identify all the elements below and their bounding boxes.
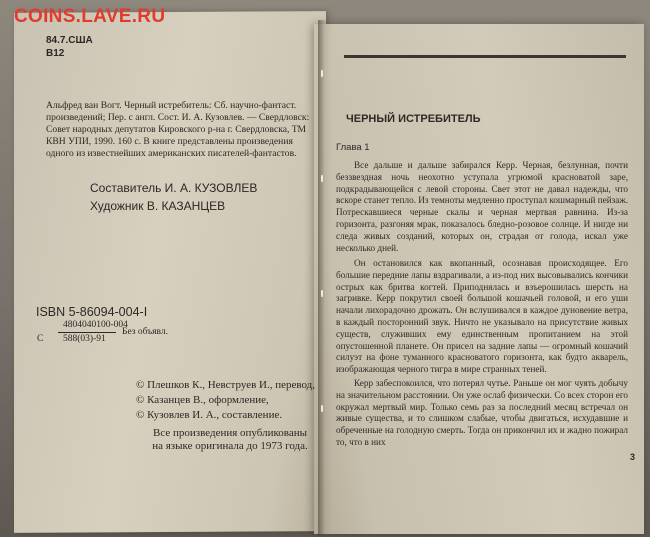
- page-number: 3: [630, 452, 636, 462]
- price-note: Без объявл.: [122, 327, 169, 337]
- book-gutter: [318, 20, 332, 535]
- watermark-text: COINS.LAVE.RU: [14, 6, 166, 27]
- story-paragraph: Он остановился как вкопанный, осознавая происходящее. Его большие передние лапы вздрагивали, а из-под них высовывались кончики острых как бритва когтей. Приподнялась и взъерошилась шерсть на загривке. Керр покрутил своей большой кошачьей головой, и его уши начали лихорадочно дрожать. Он вслушивался в каждое дуновение ветра, в каждый посторонний звук. Ничто не указывало на присутствие живых существ, служивших ему единственным пропитанием на этой опустошенной планете. Он присел на задние лапы — огромный кошачий силуэт на фоне туманного красноватого горизонта, как будто акварель, изображающая черного тигра в мире странных теней.: [336, 258, 628, 375]
- copyright-line: © Кузовлев И. А., составление.: [136, 409, 283, 421]
- chapter-heading: Глава 1: [336, 142, 370, 153]
- code-letter: С: [37, 334, 44, 344]
- left-page: [14, 11, 326, 533]
- code-bottom: 588(03)-91: [63, 334, 106, 344]
- copyright-line: © Плешков К., Невструев И., перевод,: [136, 379, 316, 391]
- story-paragraph: Керр забеспокоился, что потерял чутье. Раньше он мог чуять добычу на значительном расстоянии. Он уже ослаб физически. Со всех сторон его окружал мертвый мир. Только семь раз за последний месяц встречал он живые существа, и то слишком слабые, чтобы двигаться, исхудавшие и обреченные на голодную смерть. Тогда он прикончил их и жадно пожирал то, что в них: [336, 378, 628, 447]
- bbk-code: В12: [46, 48, 65, 59]
- bibliographic-annotation: Альфред ван Вогт. Черный истребитель: Сб. научно-фантаст. произведений; Пер. с англ. Сост. И. А. Кузовлев. — Свердловск: Совет народных депутатов Кировского р-на г. Свердловска, ТМ КВН УПИ, 1990. 160 с. В книге представлены произведения одного из известнейших американских писателей-фантастов.: [46, 100, 310, 159]
- binding-stitch: [321, 175, 323, 182]
- story-title: ЧЕРНЫЙ ИСТРЕБИТЕЛЬ: [346, 113, 481, 125]
- header-rule: [344, 55, 626, 58]
- publication-note: Все произведения опубликованы на языке оригинала до 1973 года.: [152, 427, 308, 452]
- artist-credit: Художник В. КАЗАНЦЕВ: [90, 199, 226, 213]
- code-top: 4804040100-004: [63, 320, 128, 330]
- binding-stitch: [321, 290, 323, 297]
- copyright-line: © Казанцев В., оформление,: [136, 394, 269, 406]
- binding-stitch: [321, 405, 323, 412]
- compiler-credit: Составитель И. А. КУЗОВЛЕВ: [90, 181, 258, 195]
- story-paragraph: Все дальше и дальше забирался Керр. Черная, безлунная, почти беззвездная ночь неохотно уступала угрюмой красноватой заре, подкрадывающейся с левой стороны. Свет этот не давал надежды, что вскоре станет тепло. Из темноты медленно проступал кошмарный пейзаж. Потрескавшиеся черные скалы и черная мертвая равнина. Из-за горизонта, разгоняя мрак, показалось бледно-розовое солнце. И нигде ни следа живых созданий, которых он, страдая от голода, искал уже несколько дней.: [336, 160, 628, 253]
- code-fraction-line: [58, 332, 116, 333]
- binding-stitch: [321, 70, 323, 77]
- isbn: ISBN 5-86094-004-I: [36, 305, 148, 319]
- udc-code: 84.7.США: [46, 35, 93, 46]
